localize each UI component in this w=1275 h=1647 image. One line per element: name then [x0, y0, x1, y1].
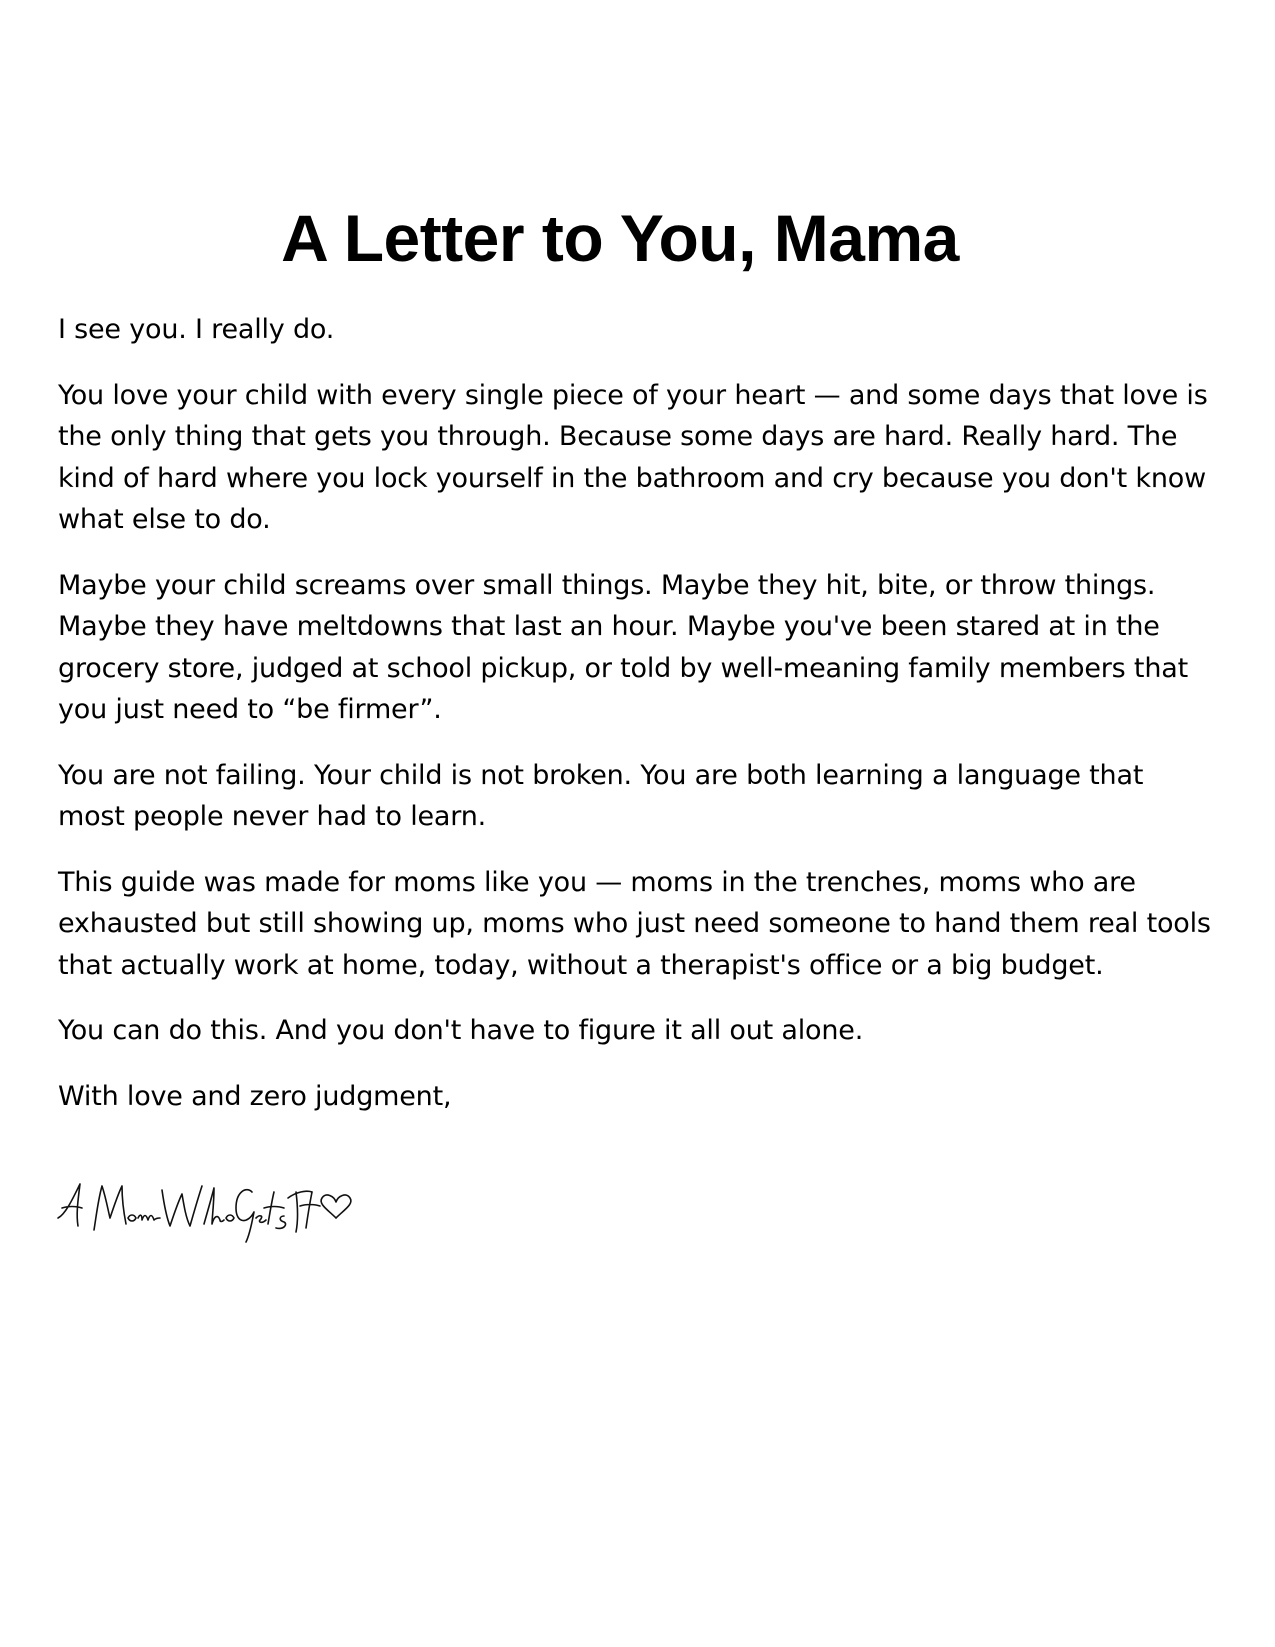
handwritten-signature: [56, 1178, 356, 1248]
page-title: A Letter to You, Mama: [281, 201, 959, 275]
paragraph-closing: With love and zero judgment,: [58, 1080, 452, 1112]
paragraph-greeting: I see you. I really do.: [58, 314, 335, 345]
paragraph-guide: This guide was made for moms like you — moms in the trenches, moms who are exhausted but still showing up, moms who just need someone to hand them real tools that actually work at home, today, without a therapist's office or a big budget.: [58, 866, 1211, 981]
letter-body: [58, 309, 1218, 1141]
paragraph-not-failing: You are not failing. Your child is not broken. You are both learning a language that most people never had to learn.: [58, 759, 1144, 832]
heart-icon: [321, 1195, 351, 1218]
paragraph-love: You love your child with every single piece of your heart — and some days that love is the only thing that gets you through. Because some days are hard. Really hard. The kind of hard where you lock yourself in the bathroom and cry because you don't know what else to do.: [58, 379, 1208, 535]
paragraph-maybe: Maybe your child screams over small things. Maybe they hit, bite, or throw things. Maybe they have meltdowns that last an hour. Maybe you've been stared at in the grocery store, judged at school pickup, or told by well-meaning family members that you just need to “be firmer”.: [58, 569, 1188, 725]
paragraph-you-can: You can do this. And you don't have to figure it all out alone.: [58, 1015, 864, 1046]
